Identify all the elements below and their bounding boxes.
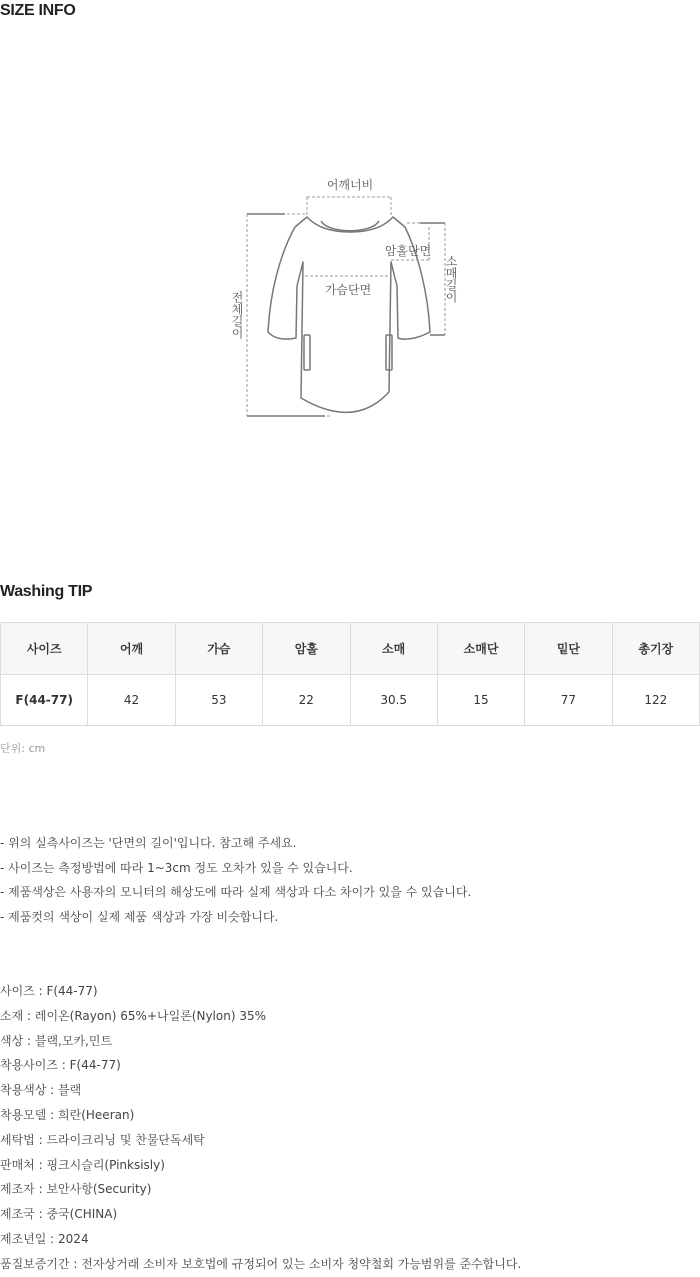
size-table-header <box>1 623 700 675</box>
size-table <box>0 622 700 726</box>
table-row <box>1 675 700 726</box>
note-item: - 사이즈는 측정방법에 따라 1~3cm 정도 오차가 있을 수 있습니다. <box>0 860 353 875</box>
spec-washing: 세탁법 : 드라이크리닝 및 찬물단독세탁 <box>0 1132 205 1147</box>
cell-shoulder: 42 <box>88 675 175 726</box>
spec-worn-size: 착용사이즈 : F(44-77) <box>0 1058 121 1073</box>
header-sleeve-hem: 소매단 <box>437 623 524 675</box>
note-item: - 위의 실측사이즈는 '단면의 길이'입니다. 참고해 주세요. <box>0 836 297 850</box>
note-item: - 제품컷의 색상이 실제 제품 색상과 가장 비슷합니다. <box>0 909 279 924</box>
notes-list <box>0 831 471 929</box>
spec-year: 제조년일 : 2024 <box>0 1231 89 1246</box>
label-shoulder: 어깨너비 <box>326 178 374 192</box>
spec-size: 사이즈 : F(44-77) <box>0 984 98 998</box>
size-info-title: SIZE INFO <box>0 2 76 19</box>
spec-warranty: 품질보증기간 : 전자상거래 소비자 보호법에 규정되어 있는 소비자 청약철회 가능범위를 준수합니다. <box>0 1256 522 1271</box>
label-sleeve: 소매길이 <box>444 255 458 303</box>
cell-total-length: 122 <box>612 675 699 726</box>
header-armhole: 암홀 <box>263 623 350 675</box>
cell-hem: 77 <box>525 675 612 726</box>
spec-material: 소재 : 레이온(Rayon) 65%+나일론(Nylon) 35% <box>0 1008 266 1023</box>
header-size: 사이즈 <box>1 623 88 675</box>
header-sleeve: 소매 <box>350 623 437 675</box>
spec-seller: 판매처 : 핑크시슬리(Pinksisly) <box>0 1157 165 1172</box>
header-hem: 밑단 <box>525 623 612 675</box>
measure-guides <box>247 197 445 416</box>
label-total-length: 전체길이 <box>230 291 244 339</box>
spec-manufacturer: 제조자 : 보안사항(Security) <box>0 1182 152 1197</box>
header-total-length: 총기장 <box>612 623 699 675</box>
label-armhole: 암홀단면 <box>384 244 432 258</box>
garment-measurement-diagram <box>225 170 475 430</box>
header-chest: 가슴 <box>175 623 262 675</box>
spec-model: 착용모델 : 희란(Heeran) <box>0 1107 135 1122</box>
unit-note: 단위: cm <box>0 742 46 755</box>
product-info-list <box>0 979 521 1277</box>
cell-sleeve: 30.5 <box>350 675 437 726</box>
spec-worn-color: 착용색상 : 블랙 <box>0 1083 82 1098</box>
cell-sleeve-hem: 15 <box>437 675 524 726</box>
label-chest: 가슴단면 <box>324 283 372 297</box>
cell-size: F(44-77) <box>1 675 88 726</box>
cell-armhole: 22 <box>263 675 350 726</box>
header-shoulder: 어깨 <box>88 623 175 675</box>
cell-chest: 53 <box>175 675 262 726</box>
note-item: - 제품색상은 사용자의 모니터의 해상도에 따라 실제 색상과 다소 차이가 있을 수 있습니다. <box>0 885 472 899</box>
spec-country: 제조국 : 중국(CHINA) <box>0 1207 118 1222</box>
washing-tip-title: Washing TIP <box>0 583 93 600</box>
spec-color: 색상 : 블랙,모카,민트 <box>0 1033 113 1048</box>
